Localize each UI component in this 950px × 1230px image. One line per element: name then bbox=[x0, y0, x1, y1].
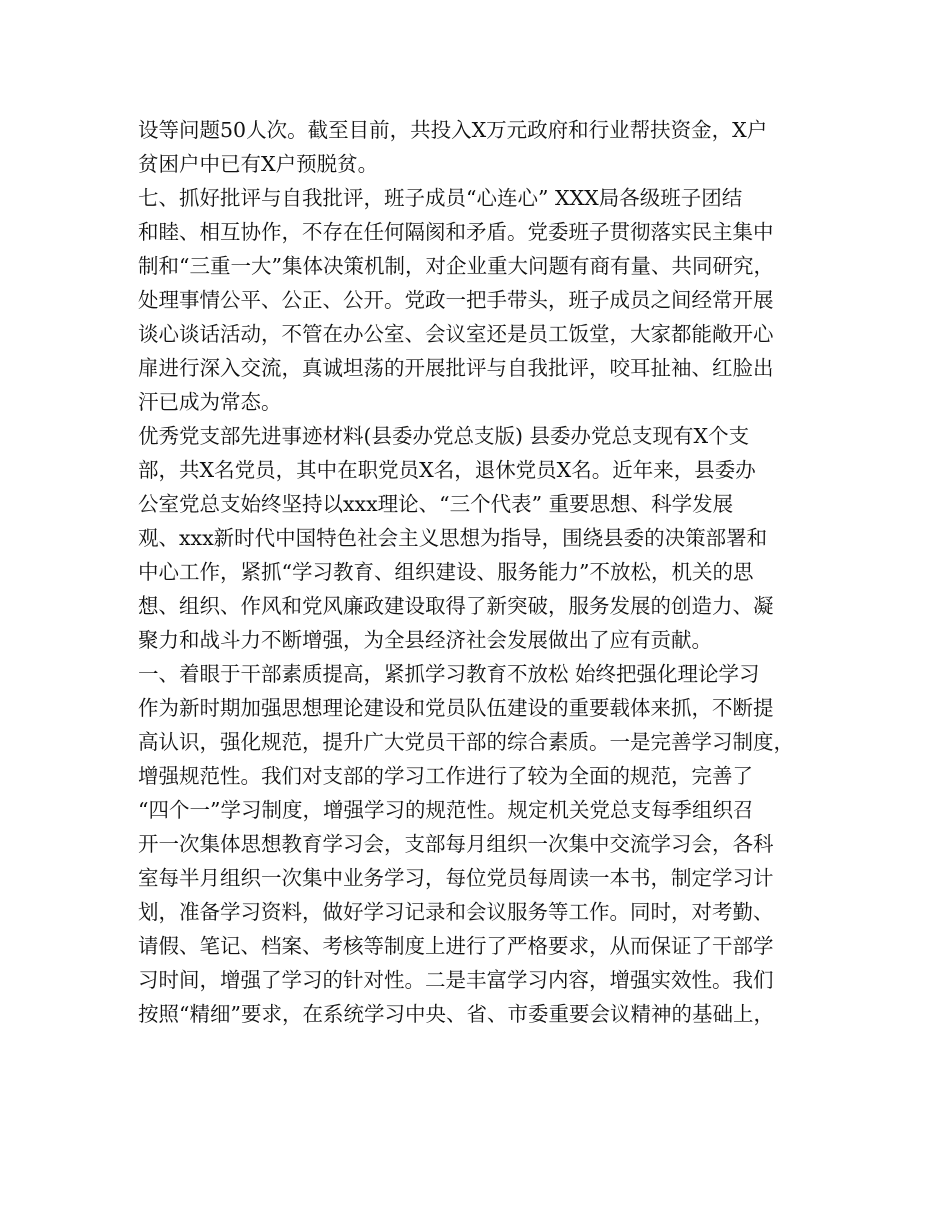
text-line: 七、抓好批评与自我批评，班子成员“心连心” XXX局各级班子团结 bbox=[138, 186, 743, 210]
text-line: 贫困户中已有X户预脱贫。 bbox=[138, 152, 379, 176]
text-line: 部，共X名党员，其中在职党员X名，退休党员X名。近年来，县委办 bbox=[138, 458, 756, 482]
text-line: 中心工作，紧抓“学习教育、组织建设、服务能力”不放松，机关的思 bbox=[138, 560, 754, 584]
text-line: 高认识，强化规范，提升广大党员干部的综合素质。一是完善学习制度， bbox=[138, 730, 794, 754]
text-line: 观、xxx新时代中国特色社会主义思想为指导，围绕县委的决策部署和 bbox=[138, 526, 768, 550]
text-line: 习时间，增强了学习的针对性。二是丰富学习内容，增强实效性。我们 bbox=[138, 968, 774, 992]
text-line: 公室党总支始终坚持以xxx理论、“三个代表” 重要思想、科学发展 bbox=[138, 492, 734, 516]
text-line: 扉进行深入交流，真诚坦荡的开展批评与自我批评，咬耳扯袖、红脸出 bbox=[138, 356, 774, 380]
text-line: 室每半月组织一次集中业务学习，每位党员每周读一本书，制定学习计 bbox=[138, 866, 774, 890]
text-line: 设等问题50人次。截至目前，共投入X万元政府和行业帮扶资金，X户 bbox=[138, 118, 768, 142]
text-line: 汗已成为常态。 bbox=[138, 390, 282, 414]
text-line: “四个一”学习制度，增强学习的规范性。规定机关党总支每季组织召 bbox=[138, 798, 754, 822]
text-line: 想、组织、作风和党风廉政建设取得了新突破，服务发展的创造力、凝 bbox=[138, 594, 774, 618]
text-line: 请假、笔记、档案、考核等制度上进行了严格要求，从而保证了干部学 bbox=[138, 934, 774, 958]
text-line: 处理事情公平、公正、公开。党政一把手带头，班子成员之间经常开展 bbox=[138, 288, 774, 312]
text-line: 开一次集体思想教育学习会，支部每月组织一次集中交流学习会，各科 bbox=[138, 832, 774, 856]
text-line: 聚力和战斗力不断增强，为全县经济社会发展做出了应有贡献。 bbox=[138, 628, 712, 652]
text-line: 作为新时期加强思想理论建设和党员队伍建设的重要载体来抓，不断提 bbox=[138, 696, 774, 720]
text-line: 划，准备学习资料，做好学习记录和会议服务等工作。同时，对考勤、 bbox=[138, 900, 774, 924]
text-line: 优秀党支部先进事迹材料(县委办党总支版) 县委办党总支现有X个支 bbox=[138, 424, 750, 448]
text-line: 一、着眼于干部素质提高，紧抓学习教育不放松 始终把强化理论学习 bbox=[138, 662, 760, 686]
text-line: 和睦、相互协作，不存在任何隔阂和矛盾。党委班子贯彻落实民主集中 bbox=[138, 220, 774, 244]
document-body bbox=[138, 113, 828, 1031]
text-line: 谈心谈话活动，不管在办公室、会议室还是员工饭堂，大家都能敞开心 bbox=[138, 322, 774, 346]
text-line: 增强规范性。我们对支部的学习工作进行了较为全面的规范，完善了 bbox=[138, 764, 753, 788]
text-line: 制和“三重一大”集体决策机制，对企业重大问题有商有量、共同研究， bbox=[138, 254, 774, 278]
text-line: 按照“精细”要求，在系统学习中央、省、市委重要会议精神的基础上， bbox=[138, 1002, 774, 1026]
